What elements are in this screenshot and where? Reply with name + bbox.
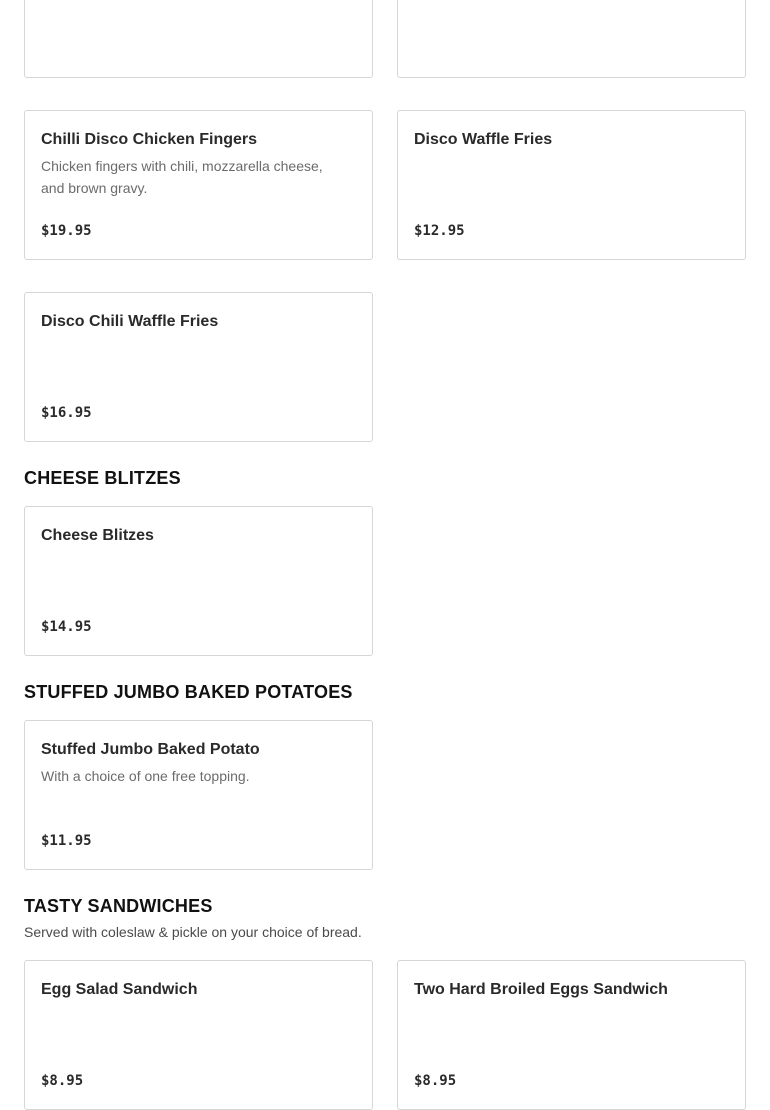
- menu-item-card[interactable]: [24, 292, 373, 442]
- section-heading-sandwiches: TASTY SANDWICHES: [24, 896, 213, 916]
- menu-item-name: Disco Chili Waffle Fries: [41, 313, 219, 330]
- menu-item-price: $16.95: [41, 405, 92, 421]
- menu-item-price: $19.95: [41, 223, 92, 239]
- menu-item-card[interactable]: [24, 960, 373, 1110]
- menu-item-card[interactable]: [397, 0, 746, 78]
- menu-item-card[interactable]: [24, 506, 373, 656]
- menu-item-price: $14.95: [41, 619, 92, 635]
- menu-item-name: Stuffed Jumbo Baked Potato: [41, 741, 260, 758]
- section-subtitle: Served with coleslaw & pickle on your choice of bread.: [24, 924, 362, 940]
- menu-item-price: $8.95: [414, 1073, 457, 1089]
- menu-item-card[interactable]: [24, 110, 373, 260]
- menu-item-name: Two Hard Broiled Eggs Sandwich: [414, 981, 668, 998]
- menu-item-price: $11.95: [41, 833, 92, 849]
- menu-item-card[interactable]: [24, 720, 373, 870]
- section-heading-baked-potatoes: STUFFED JUMBO BAKED POTATOES: [24, 682, 353, 702]
- menu-item-card[interactable]: [397, 960, 746, 1110]
- menu-item-price: $12.95: [414, 223, 465, 239]
- menu-item-name: Egg Salad Sandwich: [41, 981, 198, 998]
- section-heading-cheese-blitzes: CHEESE BLITZES: [24, 468, 181, 488]
- menu-item-description: With a choice of one free topping.: [41, 768, 250, 784]
- menu-item-price: $8.95: [41, 1073, 84, 1089]
- menu-item-name: Cheese Blitzes: [41, 527, 154, 544]
- menu-item-name: Chilli Disco Chicken Fingers: [41, 131, 258, 148]
- menu-item-card[interactable]: [24, 0, 373, 78]
- menu-item-description: Chicken fingers with chili, mozzarella cheese, and brown gravy.: [41, 158, 323, 196]
- menu-item-card[interactable]: [397, 110, 746, 260]
- menu-item-name: Disco Waffle Fries: [414, 131, 553, 148]
